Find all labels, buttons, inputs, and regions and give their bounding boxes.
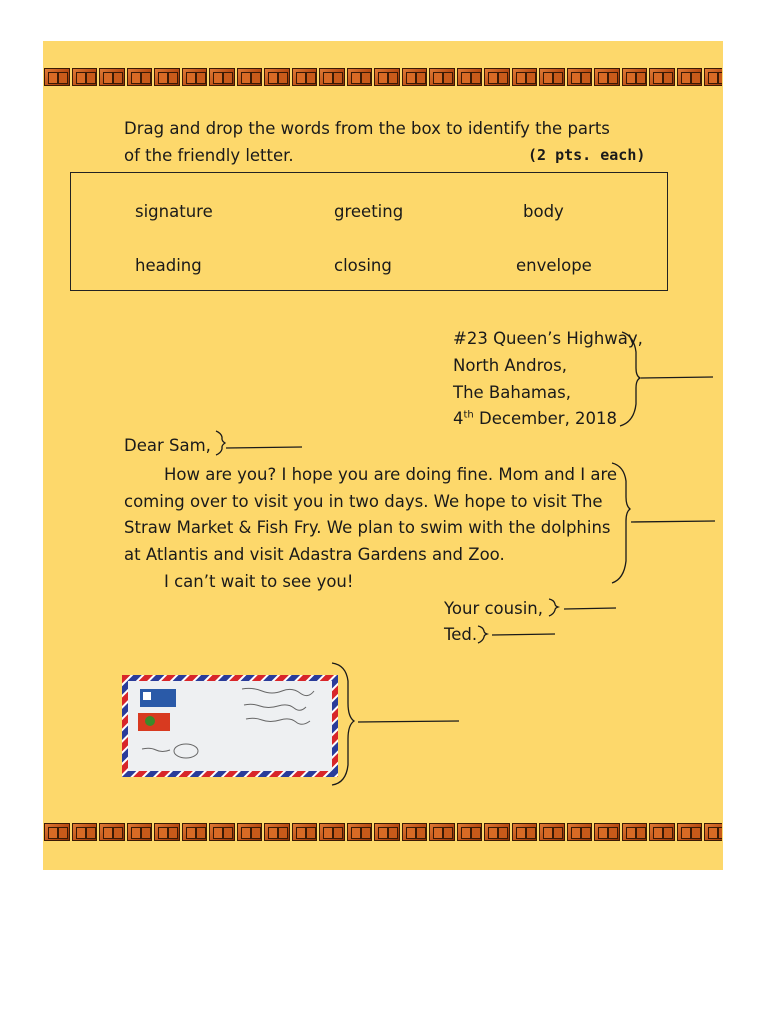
closing-answer-line [564, 608, 616, 609]
letter-closing: Your cousin, [444, 599, 543, 618]
body-answer-line [631, 521, 715, 522]
body-line-2: coming over to visit you in two days. We hope to visit The [124, 492, 603, 511]
heading-date: 4th December, 2018 [453, 409, 618, 428]
greeting-brace [216, 431, 225, 455]
body-line-1: How are you? I hope you are doing fine. Mom and I are [164, 465, 618, 484]
body-line-4: at Atlantis and visit Adastra Gardens and Zoo. [124, 545, 505, 564]
points-label: (2 pts. each) [528, 146, 646, 164]
heading-answer-line [641, 377, 713, 378]
airmail-envelope-image [122, 675, 338, 777]
word-closing[interactable]: closing [334, 256, 392, 275]
closing-brace [549, 599, 558, 616]
instructions-line-1: Drag and drop the words from the box to identify the parts [124, 119, 610, 138]
word-body[interactable]: body [523, 202, 564, 221]
heading-line-3: The Bahamas, [453, 383, 571, 402]
body-line-5: I can’t wait to see you! [164, 572, 354, 591]
heading-brace [620, 332, 640, 426]
body-line-3: Straw Market & Fish Fry. We plan to swim with the dolphins [124, 518, 611, 537]
signature-brace [478, 626, 487, 643]
word-envelope[interactable]: envelope [516, 256, 592, 275]
heading-line-2: North Andros, [453, 356, 567, 375]
word-signature[interactable]: signature [135, 202, 213, 221]
word-heading[interactable]: heading [135, 256, 202, 275]
greeting-answer-line [226, 447, 302, 448]
signature-answer-line [492, 634, 555, 635]
letter-greeting: Dear Sam, [124, 436, 211, 455]
body-brace [612, 463, 630, 583]
envelope-answer-line [358, 721, 459, 722]
word-greeting[interactable]: greeting [334, 202, 404, 221]
letter-signature: Ted. [444, 625, 478, 644]
heading-line-1: #23 Queen’s Highway, [453, 329, 643, 348]
instructions-line-2: of the friendly letter. [124, 146, 294, 165]
